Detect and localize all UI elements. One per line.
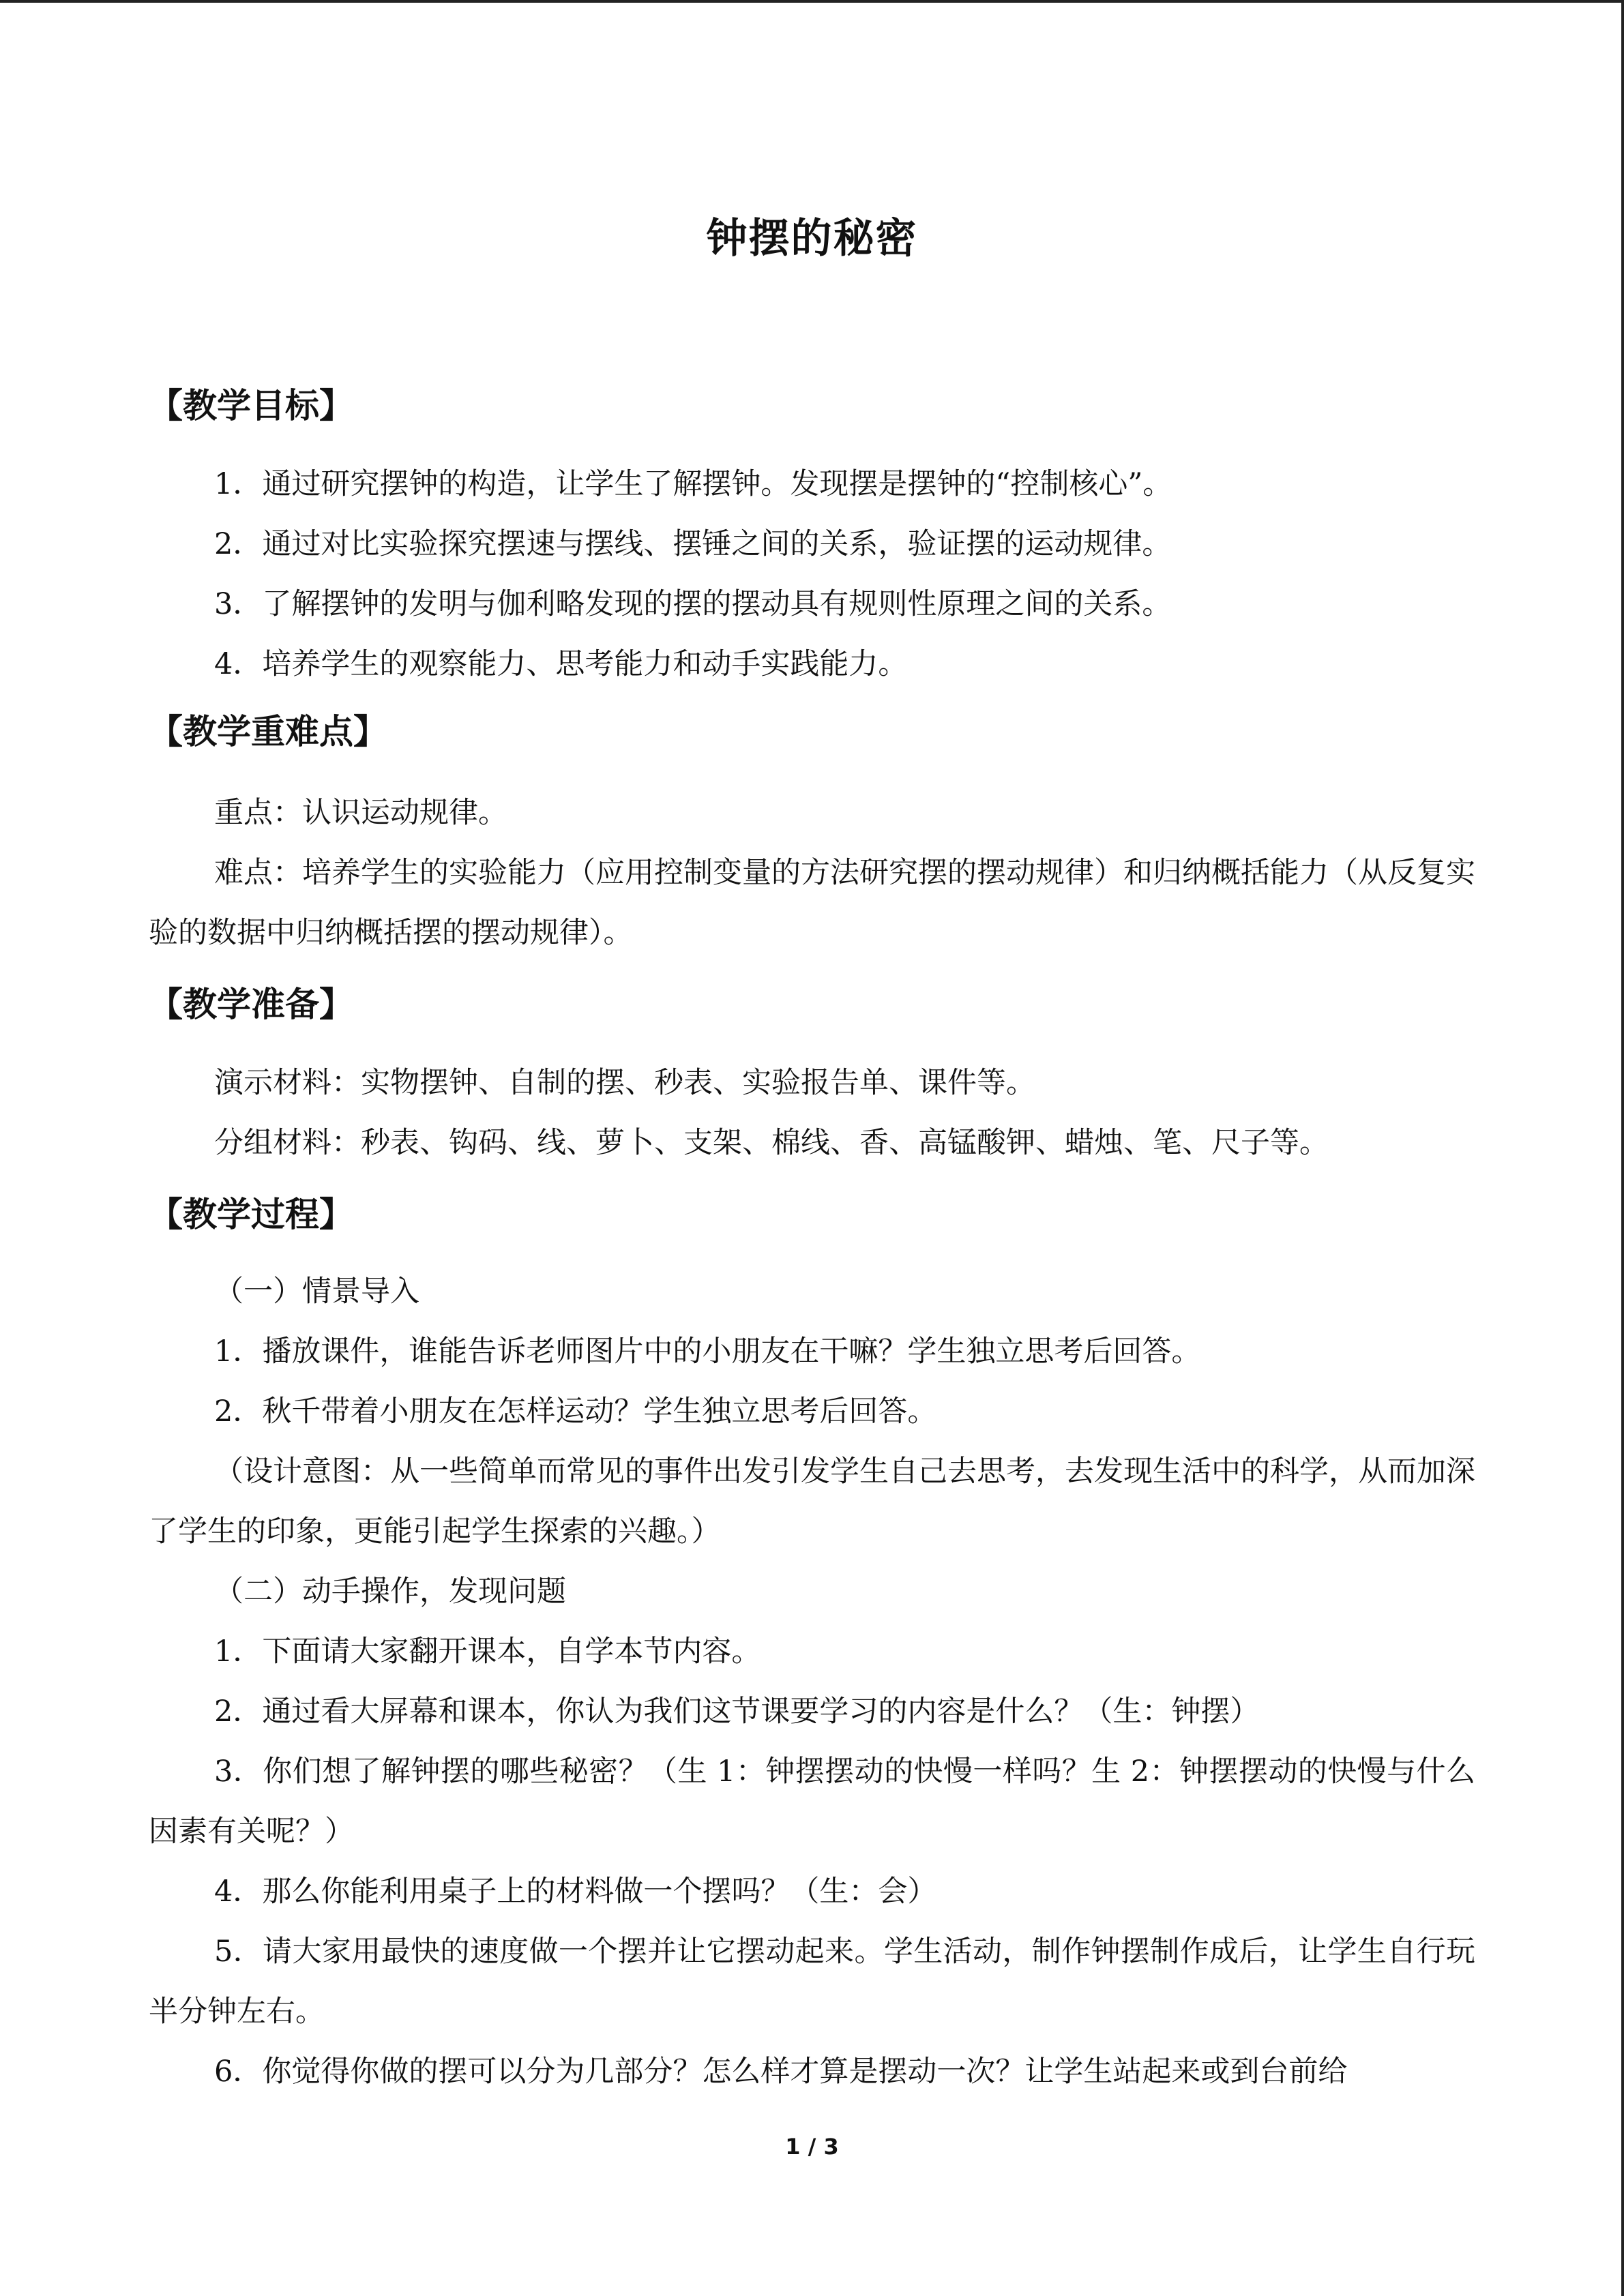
process-step: 1．下面请大家翻开课本，自学本节内容。 — [214, 1635, 761, 1669]
process-step: 4．那么你能利用桌子上的材料做一个摆吗？（生：会） — [214, 1875, 937, 1909]
section-heading-key-points: 【教学重难点】 — [149, 712, 387, 751]
demo-materials-paragraph: 演示材料：实物摆钟、自制的摆、秒表、实验报告单、课件等。 — [214, 1066, 1035, 1100]
difficulty-paragraph: 难点：培养学生的实验能力（应用控制变量的方法研究摆的摆动规律）和归纳概括能力（从反复实验的数据中归纳概括摆的摆动规律）。 — [149, 856, 1475, 950]
objective-item: 3．了解摆钟的发明与伽利略发现的摆的摆动具有规则性原理之间的关系。 — [214, 587, 1172, 621]
design-intent-paragraph: （设计意图：从一些简单而常见的事件出发引发学生自己去思考，去发现生活中的科学，从而加深了学生的印象，更能引起学生探索的兴趣。） — [149, 1455, 1475, 1549]
objective-item: 4．培养学生的观察能力、思考能力和动手实践能力。 — [214, 647, 908, 681]
process-step: 5．请大家用最快的速度做一个摆并让它摆动起来。学生活动，制作钟摆制作成后，让学生自行玩半分钟左右。 — [149, 1935, 1475, 2029]
group-materials-paragraph: 分组材料：秒表、钩码、线、萝卜、支架、棉线、香、高锰酸钾、蜡烛、笔、尺子等。 — [214, 1126, 1329, 1160]
page-border-right — [1621, 0, 1624, 2296]
section-heading-objectives: 【教学目标】 — [149, 386, 353, 426]
page-title: 钟摆的秘密 — [706, 215, 918, 263]
page-number: 1 / 3 — [785, 2134, 839, 2160]
process-step: 2．通过看大屏幕和课本，你认为我们这节课要学习的内容是什么？（生：钟摆） — [214, 1695, 1260, 1729]
process-subheading: （二）动手操作，发现问题 — [214, 1575, 566, 1609]
process-step: 2．秋千带着小朋友在怎样运动？学生独立思考后回答。 — [214, 1395, 937, 1429]
process-subheading: （一）情景导入 — [214, 1274, 419, 1309]
process-step: 6．你觉得你做的摆可以分为几部分？怎么样才算是摆动一次？让学生站起来或到台前给 — [214, 2055, 1348, 2089]
objective-item: 1．通过研究摆钟的构造，让学生了解摆钟。发现摆是摆钟的“控制核心”。 — [214, 467, 1172, 501]
objective-item: 2．通过对比实验探究摆速与摆线、摆锤之间的关系，验证摆的运动规律。 — [214, 527, 1172, 561]
document-body — [149, 382, 1475, 2102]
page-border-top — [0, 0, 1624, 3]
process-step: 3．你们想了解钟摆的哪些秘密？（生 1：钟摆摆动的快慢一样吗？生 2：钟摆摆动的快慢与什么因素有关呢？） — [149, 1755, 1475, 1849]
section-heading-preparation: 【教学准备】 — [149, 985, 353, 1024]
key-point-paragraph: 重点：认识运动规律。 — [214, 796, 507, 830]
process-step: 1．播放课件，谁能告诉老师图片中的小朋友在干嘛？学生独立思考后回答。 — [214, 1335, 1201, 1369]
section-heading-process: 【教学过程】 — [149, 1195, 353, 1234]
